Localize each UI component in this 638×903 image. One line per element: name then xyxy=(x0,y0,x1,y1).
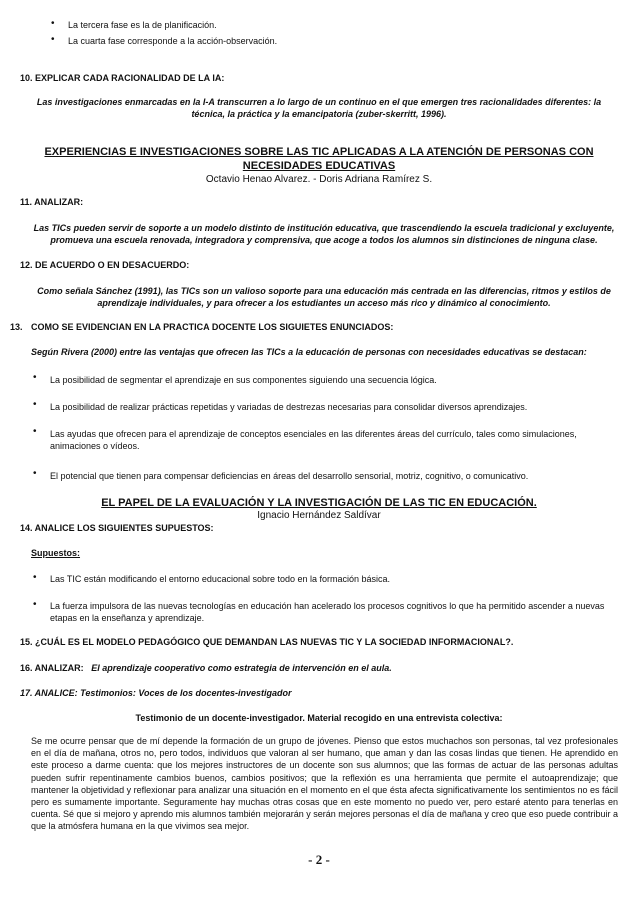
section-title-evaluacion: EL PAPEL DE LA EVALUACIÓN Y LA INVESTIGACIÓN DE LAS TIC EN EDUCACIÓN. xyxy=(101,497,537,509)
bullet-marker: • xyxy=(51,18,55,29)
bullet-marker: • xyxy=(33,572,37,583)
q16-line xyxy=(20,662,620,674)
q13-bullet-2: La posibilidad de realizar prácticas repetidas y variadas de destrezas necesarias para consolidar diversos aprendizajes. xyxy=(50,402,528,412)
q11-heading: 11. ANALIZAR: xyxy=(20,197,84,207)
bullet-marker: • xyxy=(51,34,55,45)
q17-heading: 17. ANALICE: Testimonios: Voces de los docentes-investigador xyxy=(20,688,292,698)
page-number: - 2 - xyxy=(308,852,330,867)
q13-bullet-1: La posibilidad de segmentar el aprendizaje en sus componentes siguiendo una secuencia lógica. xyxy=(50,375,437,385)
q14-bullet-2: La fuerza impulsora de las nuevas tecnologías en educación han acelerado los procesos cognitivos lo que ha permitido ascender a nuevas etapas en la enseñanza y aprendizaje. xyxy=(50,601,605,623)
section-authors: Octavio Henao Alvarez. - Doris Adriana Ramírez S. xyxy=(205,174,433,185)
section-author: Ignacio Hernández Saldívar xyxy=(257,510,381,521)
q16-text: El aprendizaje cooperativo como estrategia de intervención en el aula. xyxy=(91,663,392,673)
testimony-title: Testimonio de un docente-investigador. Material recogido en una entrevista colectiva: xyxy=(135,713,503,723)
q12-answer: Como señala Sánchez (1991), las TICs son un valioso soporte para una educación más centrada en las diferencias, ritmos y estilos de aprendizaje individuales, y para ofrecer a los estudiantes un acceso más rico y dinámico al conocimiento. xyxy=(37,286,611,308)
q10-heading: 10. EXPLICAR CADA RACIONALIDAD DE LA IA: xyxy=(20,73,225,83)
q16-label: 16. ANALIZAR: xyxy=(20,663,84,673)
section-title-experiencias: EXPERIENCIAS E INVESTIGACIONES SOBRE LAS TIC APLICADAS A LA ATENCIÓN DE PERSONAS CON NECESIDADES EDUCATIVAS xyxy=(44,146,594,172)
q10-answer: Las investigaciones enmarcadas en la I-A transcurren a lo largo de un continuo en el que emergen tres racionalidades diferentes: la técnica, la práctica y la emancipatoria (zuber-skerritt, 1996). xyxy=(36,97,602,119)
bullet-marker: • xyxy=(33,468,37,479)
bullet-marker: • xyxy=(33,399,37,410)
q13-bullet-4: El potencial que tienen para compensar deficiencias en áreas del desarrollo sensorial, motriz, cognitivo, o comunicativo. xyxy=(50,471,529,481)
bullet-marker: • xyxy=(33,372,37,383)
top-bullet-1: La tercera fase es la de planificación. xyxy=(68,20,217,30)
q13-intro: Según Rivera (2000) entre las ventajas que ofrecen las TICs a la educación de personas con necesidades educativas se destacan: xyxy=(31,347,587,357)
top-bullet-2: La cuarta fase corresponde a la acción-observación. xyxy=(68,36,278,46)
bullet-marker: • xyxy=(33,599,37,610)
bullet-marker: • xyxy=(33,426,37,437)
q12-heading: 12. DE ACUERDO O EN DESACUERDO: xyxy=(20,260,190,270)
q13-heading: COMO SE EVIDENCIAN EN LA PRACTICA DOCENTE LOS SIGUIETES ENUNCIADOS: xyxy=(31,322,394,332)
q11-answer: Las TICs pueden servir de soporte a un modelo distinto de institución educativa, que trascendiendo la escuela tradicional y excluyente, promueva una escuela renovada, integradora y comprensiva, que acoge a todos los alumnos sin distinciones de ninguna clase. xyxy=(33,223,615,245)
testimony-text: Se me ocurre pensar que de mí depende la formación de un grupo de jóvenes. Pienso que estos muchachos son personas, tal vez profesionales en el día de mañana, otros no, pero todos, individuos que valoran al ser humano, que aman y dan las cosas lindas que tienen. He aprendido en este proceso a darme cuenta: que los mejores instructores de un docente son sus alumnos; que las formas de actuar de las personas adultas pueden sufrir repentinamente cambios buenos, cambios positivos; que la reflexión es una herramienta que permite el autoaprendizaje; que mantener la objetividad y reflexionar para analizar una situación en el momento en el que ésta afecta significativamente los sentimientos no es fácil pero es sumamente importante. Seguramente hay muchas otras cosas que en este momento no puedo ver, pero estaré atento para tenerlas en cuenta. Sé que si mejoro y aprendo mis alumnos también mejorarán y serán mejores personas el día de mañana y creo que eso puede contribuir a que la atmósfera humana en la que vivimos sea mejor. xyxy=(31,736,618,832)
q14-bullet-1: Las TIC están modificando el entorno educacional sobre todo en la formación básica. xyxy=(50,574,391,584)
q13-bullet-3: Las ayudas que ofrecen para el aprendizaje de conceptos esenciales en las diferentes áreas del currículo, tales como simulaciones, animaciones o vídeos. xyxy=(50,429,577,451)
q14-subheading: Supuestos: xyxy=(31,548,81,558)
q15-heading: 15. ¿CUÁL ES EL MODELO PEDAGÓGICO QUE DEMANDAN LAS NUEVAS TIC Y LA SOCIEDAD INFORMACIONAL?. xyxy=(20,637,514,647)
q13-number: 13. xyxy=(10,322,23,332)
q14-heading: 14. ANALICE LOS SIGUIENTES SUPUESTOS: xyxy=(20,523,214,533)
